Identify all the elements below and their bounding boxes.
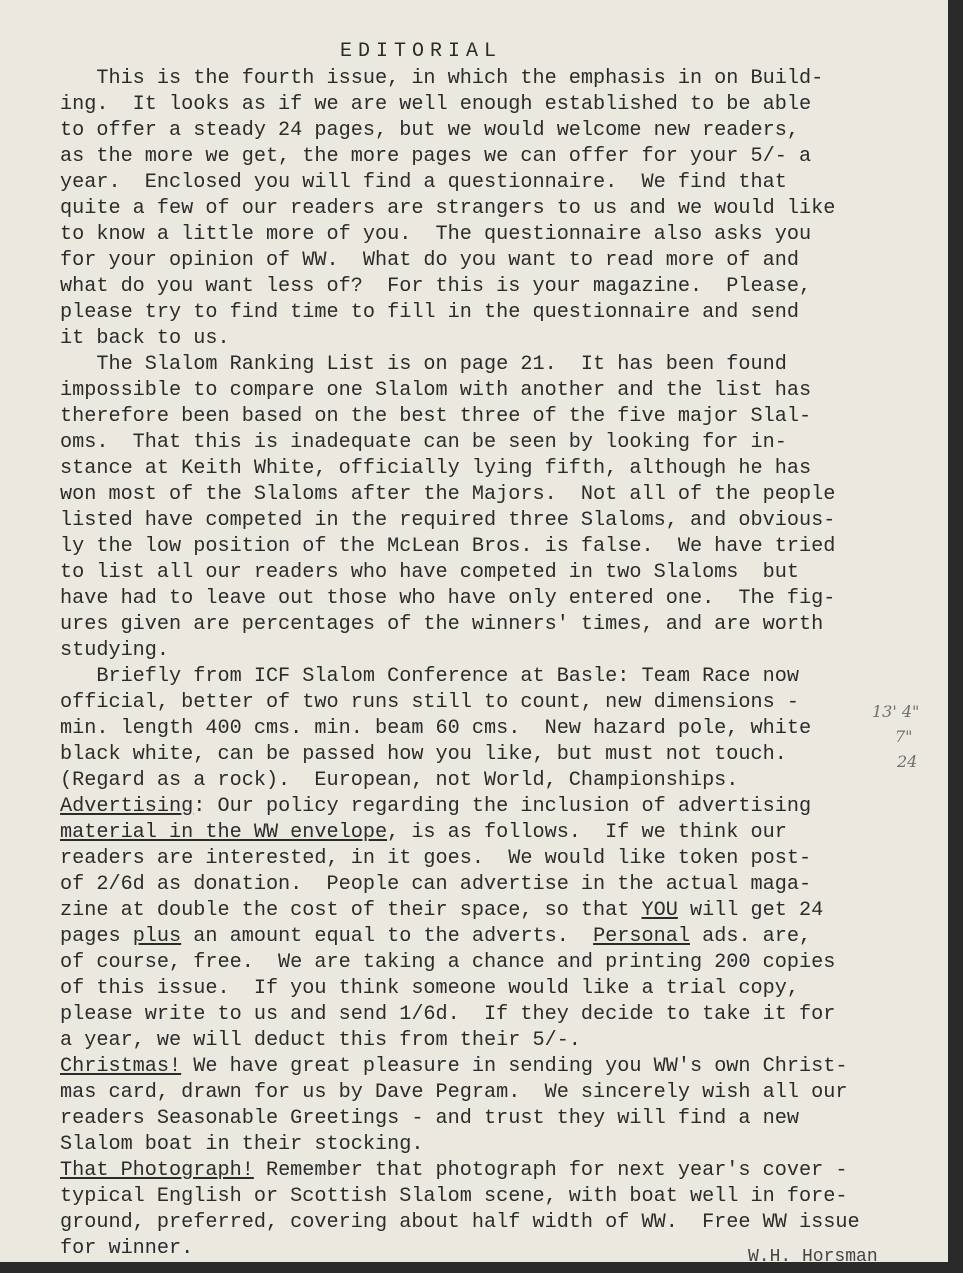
text-segment: min. length 400 cms. min. beam 60 cms. New hazard pole, white <box>60 717 812 740</box>
text-segment: for winner. <box>60 1237 194 1260</box>
text-segment: for your opinion of WW. What do you want to read more of and <box>60 249 799 272</box>
author-signature: W.H. Horsman <box>748 1247 878 1261</box>
underlined-heading: That Photograph! <box>60 1159 254 1182</box>
text-line <box>60 638 930 664</box>
text-segment: therefore been based on the best three of the five major Slal- <box>60 405 812 428</box>
text-segment: readers are interested, in it goes. We would like token post- <box>60 847 812 870</box>
text-segment: This is the fourth issue, in which the emphasis in on Build- <box>60 67 824 90</box>
text-line <box>60 950 930 976</box>
text-line <box>60 872 930 898</box>
margin-note-beam: 7" <box>895 727 913 746</box>
text-line <box>60 1054 930 1080</box>
text-line <box>60 118 930 144</box>
text-segment: please try to find time to fill in the questionnaire and send <box>60 301 799 324</box>
binding-edge <box>948 0 963 1273</box>
text-line <box>60 222 930 248</box>
text-segment: pages <box>60 925 133 948</box>
text-segment: year. Enclosed you will find a questionnaire. We find that <box>60 171 787 194</box>
text-segment: stance at Keith White, officially lying fifth, although he has <box>60 457 812 480</box>
text-line <box>60 612 930 638</box>
text-line <box>60 326 930 352</box>
text-line <box>60 300 930 326</box>
text-line <box>60 274 930 300</box>
text-line <box>60 534 930 560</box>
underlined-heading: Personal <box>593 925 690 948</box>
text-line <box>60 482 930 508</box>
text-line <box>60 404 930 430</box>
text-segment: readers Seasonable Greetings - and trust they will find a new <box>60 1107 799 1130</box>
text-segment: , is as follows. If we think our <box>387 821 787 844</box>
text-line <box>60 430 930 456</box>
margin-note-depth: 24 <box>897 752 918 771</box>
text-segment: it back to us. <box>60 327 230 350</box>
text-line <box>60 378 930 404</box>
text-segment: an amount equal to the adverts. <box>181 925 594 948</box>
text-line <box>60 742 930 768</box>
text-segment: impossible to compare one Slalom with another and the list has <box>60 379 812 402</box>
editorial-body <box>60 66 930 1262</box>
text-segment: to know a little more of you. The questionnaire also asks you <box>60 223 812 246</box>
text-line <box>60 1080 930 1106</box>
text-line <box>60 92 930 118</box>
text-segment: mas card, drawn for us by Dave Pegram. We sincerely wish all our <box>60 1081 848 1104</box>
text-segment: zine at double the cost of their space, so that <box>60 899 642 922</box>
text-line <box>60 1210 930 1236</box>
text-segment: black white, can be passed how you like, but must not touch. <box>60 743 787 766</box>
page-bottom-edge <box>0 1262 963 1273</box>
text-line <box>60 1184 930 1210</box>
underlined-heading: Advertising <box>60 795 194 818</box>
text-segment: official, better of two runs still to count, new dimensions - <box>60 691 799 714</box>
text-line <box>60 456 930 482</box>
text-segment: what do you want less of? For this is your magazine. Please, <box>60 275 812 298</box>
text-segment: (Regard as a rock). European, not World, Championships. <box>60 769 739 792</box>
underlined-heading: YOU <box>641 899 678 922</box>
text-segment: ing. It looks as if we are well enough established to be able <box>60 93 812 116</box>
text-line <box>60 976 930 1002</box>
text-segment: Briefly from ICF Slalom Conference at Basle: Team Race now <box>60 665 799 688</box>
text-line <box>60 768 930 794</box>
text-segment: : Our policy regarding the inclusion of advertising <box>193 795 812 818</box>
text-segment: will get 24 <box>677 899 824 922</box>
text-line <box>60 794 930 820</box>
text-line <box>60 1028 930 1054</box>
text-line <box>60 196 930 222</box>
text-line <box>60 1132 930 1158</box>
text-segment: of this issue. If you think someone would like a trial copy, <box>60 977 799 1000</box>
text-line <box>60 560 930 586</box>
text-segment: Slalom boat in their stocking. <box>60 1133 424 1156</box>
text-segment: We have great pleasure in sending you WW's own Christ- <box>181 1055 848 1078</box>
text-segment: won most of the Slaloms after the Majors. Not all of the people <box>60 483 836 506</box>
text-segment: The Slalom Ranking List is on page 21. It has been found <box>60 353 787 376</box>
text-segment: oms. That this is inadequate can be seen by looking for in- <box>60 431 787 454</box>
text-line <box>60 1002 930 1028</box>
text-line <box>60 690 930 716</box>
text-segment: have had to leave out those who have only entered one. The fig- <box>60 587 836 610</box>
text-segment: ground, preferred, covering about half width of WW. Free WW issue <box>60 1211 860 1234</box>
text-segment: to offer a steady 24 pages, but we would welcome new readers, <box>60 119 799 142</box>
text-line <box>60 846 930 872</box>
text-segment: studying. <box>60 639 170 662</box>
text-line <box>60 144 930 170</box>
text-segment: typical English or Scottish Slalom scene, with boat well in fore- <box>60 1185 848 1208</box>
text-line <box>60 170 930 196</box>
text-line <box>60 716 930 742</box>
text-line <box>60 66 930 92</box>
text-segment: please write to us and send 1/6d. If they decide to take it for <box>60 1003 836 1026</box>
text-line <box>60 352 930 378</box>
text-line <box>60 898 930 924</box>
text-segment: listed have competed in the required three Slaloms, and obvious- <box>60 509 836 532</box>
text-segment: ads. are, <box>689 925 812 948</box>
underlined-heading: material in the WW envelope <box>60 821 388 844</box>
text-segment: to list all our readers who have competed in two Slaloms but <box>60 561 799 584</box>
text-line <box>60 508 930 534</box>
text-line <box>60 664 930 690</box>
text-line <box>60 924 930 950</box>
text-segment: a year, we will deduct this from their 5/-. <box>60 1029 581 1052</box>
text-segment: quite a few of our readers are strangers to us and we would like <box>60 197 836 220</box>
page-title: EDITORIAL <box>340 40 503 63</box>
underlined-heading: Christmas! <box>60 1055 182 1078</box>
text-segment: ly the low position of the McLean Bros. is false. We have tried <box>60 535 836 558</box>
text-line <box>60 248 930 274</box>
text-segment: ures given are percentages of the winners' times, and are worth <box>60 613 824 636</box>
text-line <box>60 1158 930 1184</box>
text-line <box>60 820 930 846</box>
text-line <box>60 1106 930 1132</box>
text-segment: of 2/6d as donation. People can advertise in the actual maga- <box>60 873 812 896</box>
text-segment: of course, free. We are taking a chance and printing 200 copies <box>60 951 836 974</box>
margin-note-length: 13' 4" <box>872 702 920 721</box>
underlined-heading: plus <box>132 925 182 948</box>
text-line <box>60 586 930 612</box>
text-segment: as the more we get, the more pages we can offer for your 5/- a <box>60 145 812 168</box>
text-segment: Remember that photograph for next year's cover - <box>253 1159 848 1182</box>
